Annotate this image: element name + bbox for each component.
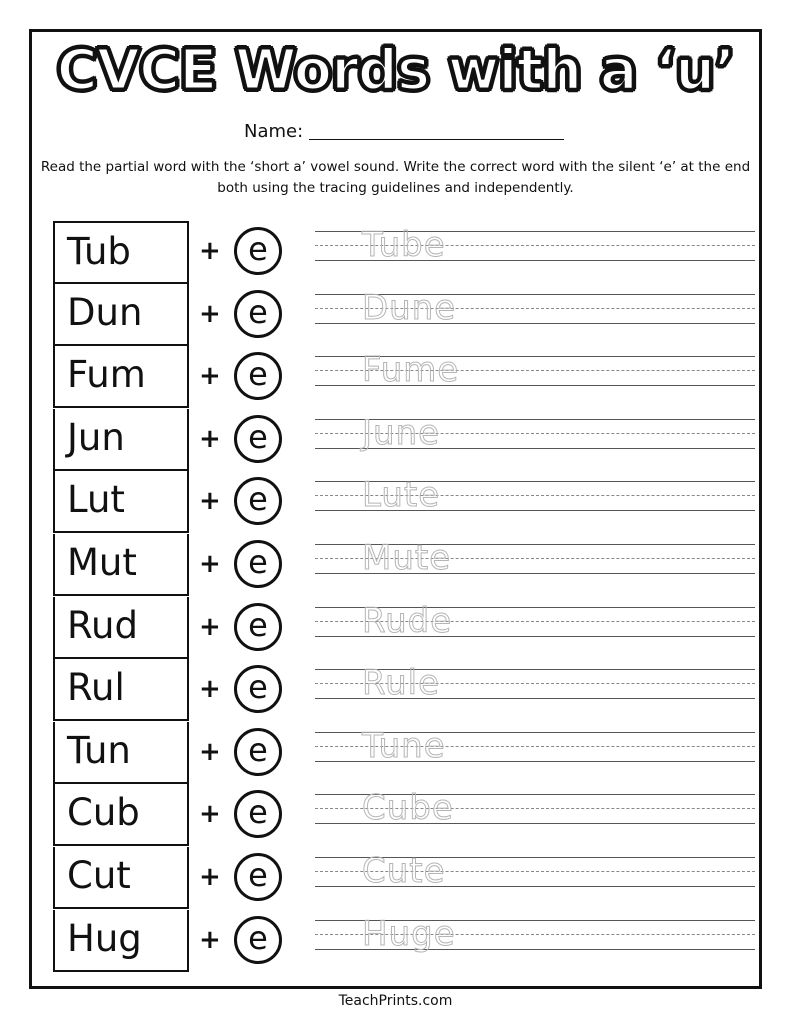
plus-sign: + (199, 611, 221, 642)
handwriting-lines[interactable] (315, 913, 755, 964)
trace-word: Huge (362, 913, 456, 954)
trace-word: Cube (362, 788, 454, 829)
partial-word-box: Tun (53, 722, 189, 784)
silent-e-circle: e (234, 540, 282, 588)
trace-word: Mute (362, 537, 452, 578)
silent-e-circle: e (234, 603, 282, 651)
instructions: Read the partial word with the ‘short a’ vowel sound. Write the correct word with the silent ‘e’ at the end both using the tracing guidelines and independently. (40, 159, 751, 196)
word-row (53, 847, 755, 910)
word-row (53, 221, 755, 284)
handwriting-lines[interactable] (315, 663, 755, 713)
partial-word-box: Cut (53, 847, 189, 909)
word-rows (53, 221, 755, 972)
plus-sign: + (199, 423, 221, 454)
trace-word: June (362, 412, 441, 453)
word-row (53, 346, 755, 409)
word-row (53, 471, 755, 534)
trace-word: Dune (362, 287, 457, 328)
name-label: Name: (244, 121, 304, 142)
plus-sign: + (199, 924, 221, 955)
handwriting-lines[interactable] (315, 287, 755, 338)
partial-word-box: Dun (53, 284, 189, 346)
trace-word: Cute (362, 850, 446, 891)
worksheet-title: CVCE Words with a ‘u’ (56, 38, 735, 103)
trace-word: Fume (362, 350, 460, 391)
partial-word-box: Tub (53, 221, 189, 284)
handwriting-lines[interactable] (315, 350, 755, 400)
plus-sign: + (199, 799, 221, 830)
footer-site: TeachPrints.com (338, 993, 453, 1009)
silent-e-circle: e (234, 665, 282, 713)
plus-sign: + (199, 486, 221, 517)
word-row (53, 534, 755, 597)
plus-sign: + (199, 236, 221, 266)
name-write-line[interactable] (309, 139, 564, 140)
handwriting-lines[interactable] (315, 788, 755, 838)
word-row (53, 659, 755, 722)
plus-sign: + (199, 736, 221, 767)
silent-e-circle: e (234, 352, 282, 400)
handwriting-lines[interactable] (315, 225, 755, 275)
handwriting-lines[interactable] (315, 475, 755, 525)
silent-e-circle: e (234, 415, 282, 463)
silent-e-circle: e (234, 853, 282, 901)
word-row (53, 597, 755, 660)
partial-word-box: Lut (53, 471, 189, 533)
handwriting-lines[interactable] (315, 725, 755, 776)
partial-word-box: Cub (53, 784, 189, 846)
word-row (53, 722, 755, 785)
handwriting-lines[interactable] (315, 412, 755, 463)
partial-word-box: Jun (53, 409, 189, 471)
trace-word: Tube (362, 225, 446, 265)
silent-e-circle: e (234, 790, 282, 838)
silent-e-circle: e (234, 916, 282, 964)
word-row (53, 284, 755, 347)
handwriting-lines[interactable] (315, 537, 755, 588)
partial-word-box: Fum (53, 346, 189, 408)
plus-sign: + (199, 361, 221, 392)
handwriting-lines[interactable] (315, 600, 755, 651)
plus-sign: + (199, 548, 221, 579)
plus-sign: + (199, 298, 221, 329)
silent-e-circle: e (234, 290, 282, 338)
trace-word: Rude (362, 600, 453, 641)
handwriting-lines[interactable] (315, 850, 755, 901)
partial-word-box: Rud (53, 597, 189, 659)
trace-word: Tune (362, 725, 446, 766)
name-field (244, 115, 564, 143)
trace-word: Rule (362, 663, 441, 704)
word-row (53, 910, 755, 973)
silent-e-circle: e (234, 728, 282, 776)
plus-sign: + (199, 861, 221, 892)
partial-word-box: Mut (53, 534, 189, 596)
word-row (53, 784, 755, 847)
plus-sign: + (199, 674, 221, 705)
partial-word-box: Hug (53, 910, 189, 972)
trace-word: Lute (362, 475, 441, 516)
silent-e-circle: e (234, 227, 282, 275)
partial-word-box: Rul (53, 659, 189, 721)
silent-e-circle: e (234, 477, 282, 525)
word-row (53, 409, 755, 472)
